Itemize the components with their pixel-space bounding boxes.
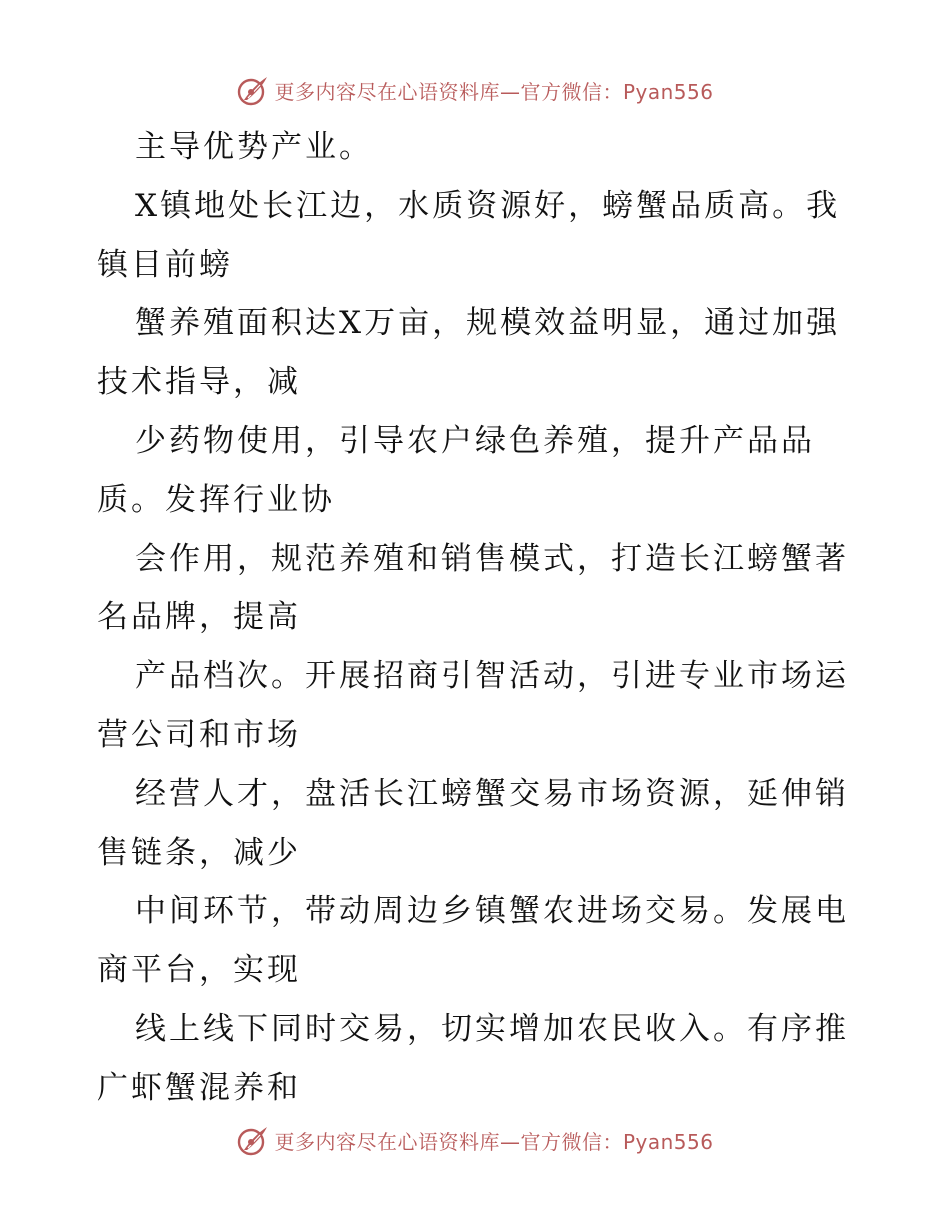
quill-pen-icon — [236, 1123, 270, 1157]
text-line: X镇地处长江边，水质资源好，螃蟹品质高。我 — [135, 187, 841, 224]
text-line: 镇目前螃 — [97, 246, 233, 283]
text-line: 线上线下同时交易，切实增加农民收入。有序推 — [135, 1010, 849, 1047]
text-line: 营公司和市场 — [97, 716, 301, 753]
text-line: 蟹养殖面积达X万亩，规模效益明显，通过加强 — [135, 305, 841, 342]
text-line: 商平台，实现 — [97, 952, 301, 989]
header-banner-text: 更多内容尽在心语资料库—官方微信：Pyan556 — [274, 79, 714, 104]
text-line: 中间环节，带动周边乡镇蟹农进场交易。发展电 — [135, 893, 849, 930]
text-line: 质。发挥行业协 — [97, 481, 335, 518]
footer-banner-text: 更多内容尽在心语资料库—官方微信：Pyan556 — [274, 1129, 714, 1154]
text-line: 主导优势产业。 — [135, 129, 373, 165]
text-line: 技术指导，减 — [97, 364, 301, 401]
text-line: 会作用，规范养殖和销售模式，打造长江螃蟹著 — [135, 540, 849, 577]
quill-pen-icon — [236, 73, 270, 107]
header-banner — [0, 70, 950, 110]
text-line: 经营人才，盘活长江螃蟹交易市场资源，延伸销 — [135, 775, 849, 812]
text-line: 名品牌，提高 — [97, 599, 301, 636]
text-line: 少药物使用，引导农户绿色养殖，提升产品品 — [135, 422, 815, 459]
text-line: 广虾蟹混养和 — [97, 1069, 301, 1106]
footer-banner — [0, 1120, 950, 1160]
document-body — [97, 118, 857, 1118]
text-line: 售链条，减少 — [97, 834, 301, 871]
text-line: 产品档次。开展招商引智活动，引进专业市场运 — [135, 658, 849, 695]
